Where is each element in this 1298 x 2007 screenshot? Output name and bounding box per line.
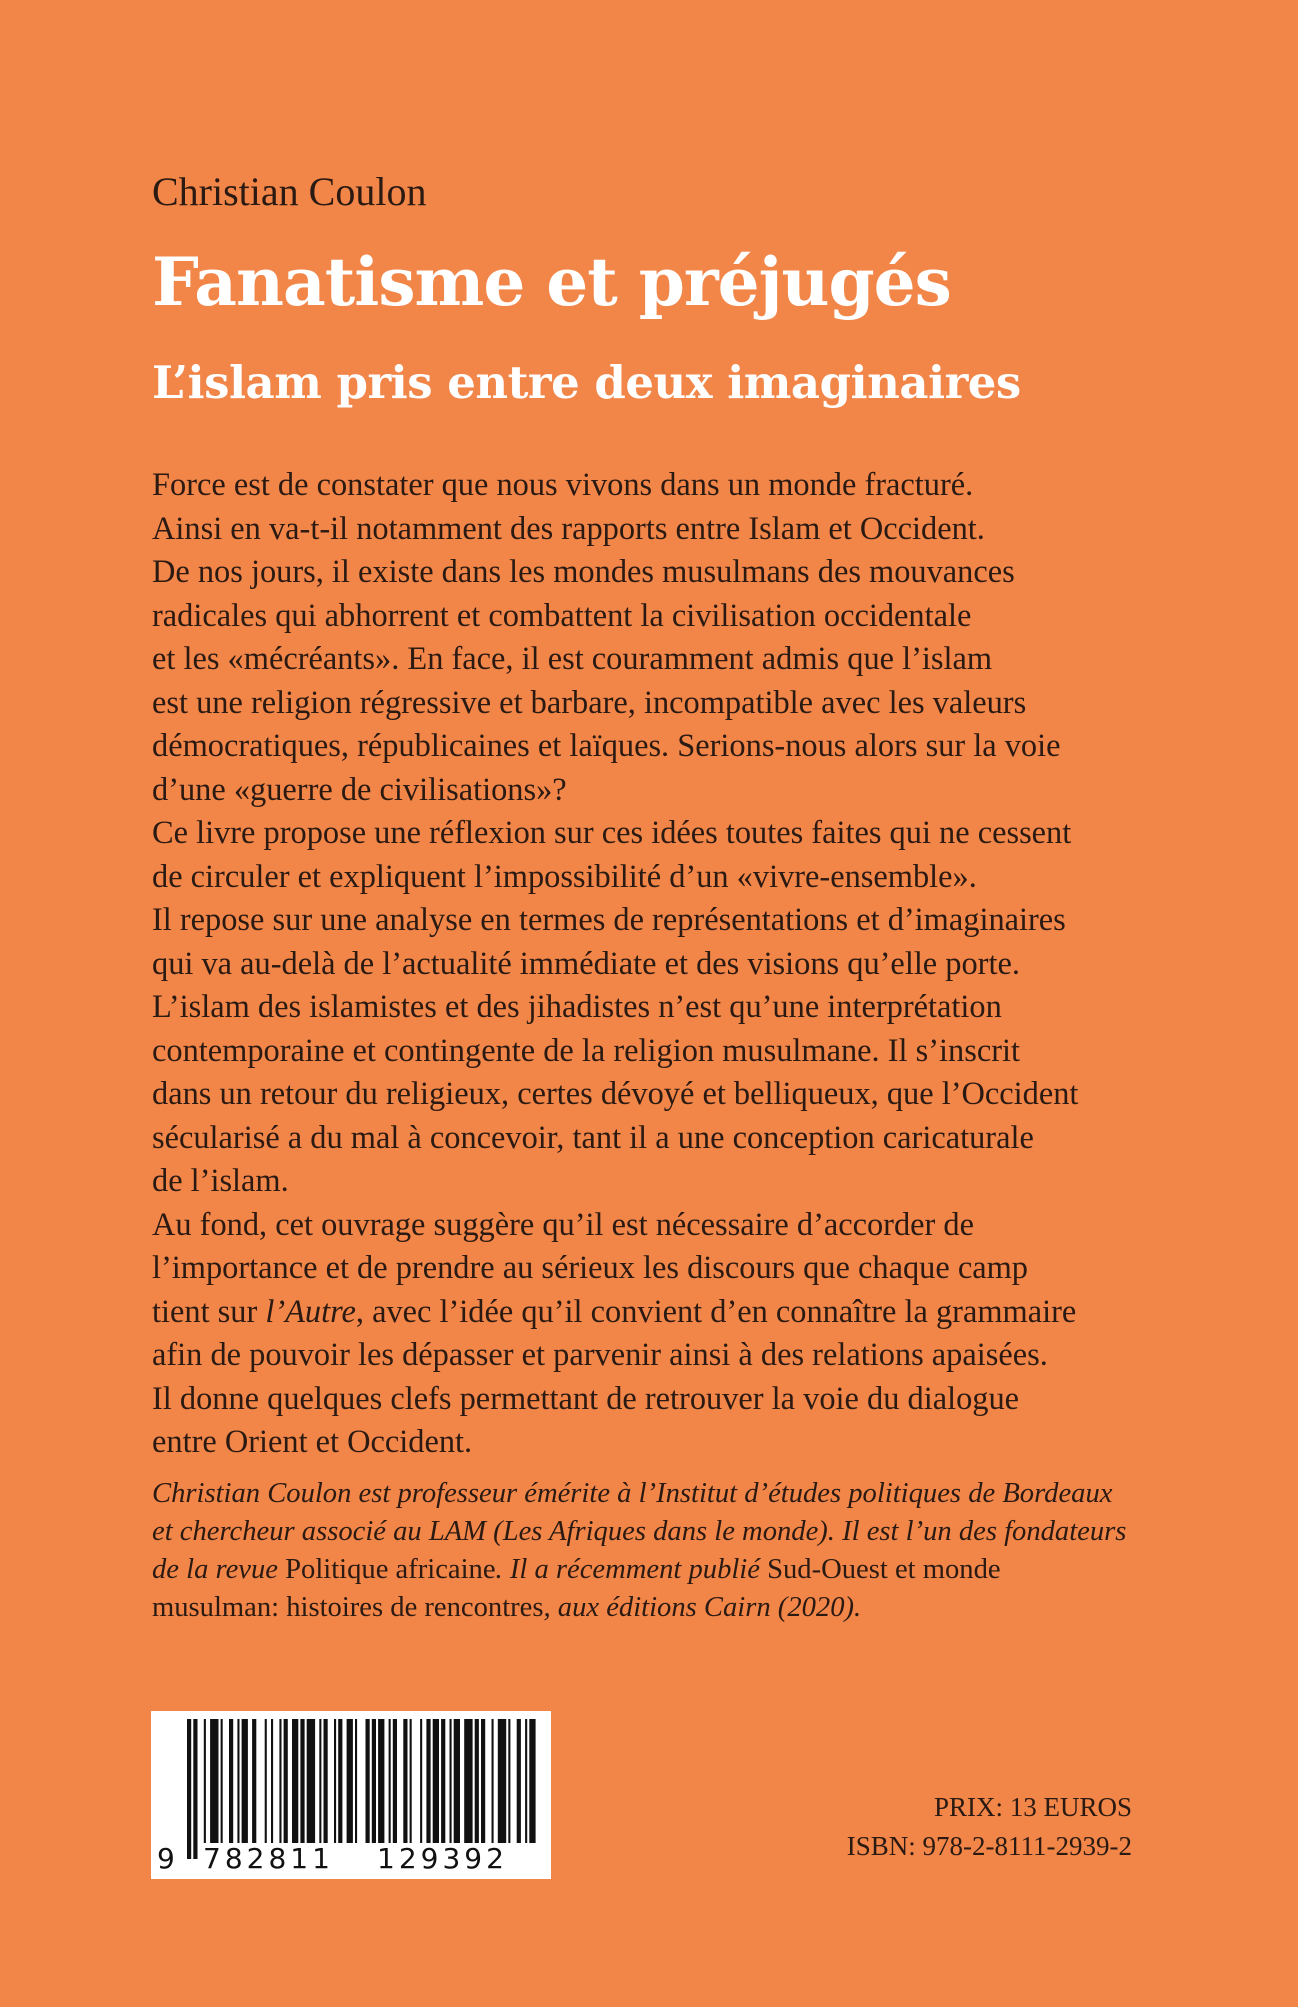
barcode-bar (454, 1719, 460, 1843)
barcode-bar (393, 1719, 397, 1843)
barcode-bar (389, 1719, 391, 1843)
text-segment: dans un retour du religieux, certes dévoyé et belliqueux, que l’Occident (152, 1076, 1079, 1112)
book-title: Fanatisme et préjugés (152, 243, 951, 321)
barcode-bar (271, 1719, 273, 1843)
text-segment: Christian Coulon est professeur émérite à l’Institut d’études politiques de Bordeaux (152, 1478, 1113, 1509)
barcode-bar (378, 1719, 384, 1843)
blurb-line (152, 1334, 1162, 1378)
bio-line (152, 1551, 1162, 1589)
blurb-line (152, 1204, 1162, 1248)
text-segment: de la revue (152, 1554, 286, 1585)
blurb-line (152, 856, 1162, 900)
barcode-bar (338, 1719, 342, 1843)
barcode-bar (481, 1719, 485, 1843)
barcode-bar (265, 1719, 267, 1843)
blurb-line (152, 595, 1162, 639)
text-segment: radicales qui abhorrent et combattent la civilisation occidentale (152, 597, 972, 634)
blurb-line (152, 1117, 1162, 1161)
barcode-bar (366, 1719, 370, 1843)
blurb-line (152, 1030, 1162, 1074)
blurb-line (152, 899, 1162, 943)
blurb-line (152, 1291, 1162, 1335)
barcode-bar (319, 1719, 321, 1843)
text-segment: musulman: histoires de rencontres (152, 1592, 544, 1623)
text-segment: , aux éditions Cairn (2020). (543, 1592, 862, 1623)
barcode-bar (187, 1719, 191, 1859)
barcode-bar (324, 1719, 328, 1843)
barcode-bar (420, 1719, 422, 1843)
text-segment: et chercheur associé au LAM (Les Afriques dans le monde). Il est l’un des fondateurs (152, 1516, 1127, 1547)
text-segment: Ce livre propose une réflexion sur ces idées toutes faites qui ne cessent (152, 815, 1072, 851)
text-segment: l’importance et de prendre au sérieux les discours que chaque camp (152, 1250, 1028, 1286)
text-segment: qui va au-delà de l’actualité immédiate et des visions qu’elle porte. (152, 945, 1020, 982)
barcode-bar (307, 1719, 315, 1843)
blurb-line (152, 769, 1162, 813)
author-bio (152, 1475, 1162, 1627)
text-segment: l’Autre (265, 1293, 356, 1330)
barcode-bar (529, 1719, 535, 1843)
blurb-line (152, 551, 1162, 595)
barcode-bar (221, 1719, 223, 1843)
text-segment: démocratiques, républicaines et laïques. Serions-nous alors sur la voie (152, 728, 1061, 764)
barcode-bar (237, 1719, 239, 1843)
text-segment: Politique africaine (285, 1554, 496, 1585)
text-segment: contemporaine et contingente de la religion musulmane. Il s’inscrit (152, 1032, 1020, 1069)
text-segment: Sud-Ouest et monde (767, 1554, 1001, 1585)
barcode-bar (410, 1719, 412, 1843)
barcode-bar (508, 1719, 510, 1843)
blurb-text (152, 464, 1162, 1465)
text-segment: L’islam des islamistes et des jihadistes n’est qu’une interprétation (152, 989, 1002, 1025)
blurb-line (152, 638, 1162, 682)
text-segment: entre Orient et Occident. (152, 1424, 473, 1460)
barcode-digits-left: 782811 (203, 1842, 334, 1875)
barcode-bar (492, 1719, 494, 1843)
text-segment: De nos jours, il existe dans les mondes musulmans des mouvances (152, 554, 1015, 590)
text-segment: d’une «guerre de civilisations»? (152, 771, 567, 808)
barcode-bar (284, 1719, 288, 1843)
bio-line (152, 1513, 1162, 1551)
isbn-barcode (151, 1711, 551, 1879)
barcode-bar (252, 1719, 256, 1843)
text-segment: Il repose sur une analyse en termes de représentations et d’imaginaires (152, 902, 1066, 938)
blurb-line (152, 1247, 1162, 1291)
barcode-bar (517, 1719, 521, 1843)
blurb-line (152, 1160, 1162, 1204)
barcode-bar (204, 1719, 206, 1843)
blurb-line (152, 464, 1162, 508)
blurb-line (152, 812, 1162, 856)
text-segment: Force est de constater que nous vivons dans un monde fracturé. (152, 467, 974, 503)
price-label: PRIX: 13 EUROS (933, 1792, 1132, 1822)
isbn-label: ISBN: 978-2-8111-2939-2 (846, 1831, 1132, 1861)
text-segment: sécularisé a du mal à concevoir, tant il a une conception caricaturale (152, 1119, 1034, 1156)
barcode-bar (334, 1719, 336, 1843)
barcode-bar (372, 1719, 376, 1843)
text-segment: . Il a récemment publié (495, 1554, 768, 1585)
barcode-bar (193, 1719, 197, 1859)
barcode-bar (355, 1719, 357, 1843)
blurb-line (152, 986, 1162, 1030)
barcode-bar (229, 1719, 233, 1843)
text-segment: , avec l’idée qu’il convient d’en connaître la grammaire (355, 1293, 1077, 1330)
blurb-line (152, 508, 1162, 552)
author-name: Christian Coulon (152, 169, 427, 214)
text-segment: et les «mécréants». En face, il est couramment admis que l’islam (152, 641, 993, 677)
text-segment: tient sur (152, 1293, 266, 1330)
blurb-line (152, 1421, 1162, 1465)
text-segment: Ainsi en va-t-il notamment des rapports entre Islam et Occident. (152, 510, 985, 547)
blurb-line (152, 943, 1162, 987)
text-segment: Au fond, cet ouvrage suggère qu’il est nécessaire d’accorder de (152, 1206, 974, 1243)
text-segment: de circuler et expliquent l’impossibilité d’un «vivre-ensemble». (152, 858, 977, 895)
barcode-bar (210, 1719, 218, 1843)
text-segment: est une religion régressive et barbare, incompatible avec les valeurs (152, 684, 1027, 721)
barcode-bar (292, 1719, 298, 1843)
text-segment: de l’islam. (152, 1163, 289, 1199)
bio-line (152, 1589, 1162, 1627)
barcode-bar (450, 1719, 452, 1843)
barcode-bar (403, 1719, 407, 1843)
book-subtitle: L’islam pris entre deux imaginaires (152, 356, 1021, 409)
blurb-line (152, 682, 1162, 726)
blurb-line (152, 1378, 1162, 1422)
barcode-bar (498, 1719, 506, 1843)
text-segment: Il donne quelques clefs permettant de retrouver la voie du dialogue (152, 1380, 1020, 1417)
barcode-bar (464, 1719, 472, 1843)
barcode-bar (347, 1719, 353, 1843)
barcode-bar (475, 1719, 479, 1843)
barcode-bar (242, 1719, 248, 1843)
barcode-bar (279, 1719, 281, 1843)
barcode-bar (441, 1719, 445, 1843)
bio-line (152, 1475, 1162, 1513)
blurb-line (152, 1073, 1162, 1117)
barcode-bar (300, 1719, 304, 1843)
barcode-bar (426, 1719, 430, 1843)
text-segment: afin de pouvoir les dépasser et parvenir ainsi à des relations apaisées. (152, 1337, 1048, 1373)
barcode-digits-right: 129392 (377, 1842, 508, 1875)
barcode-bar (525, 1719, 527, 1843)
blurb-line (152, 725, 1162, 769)
barcode-digit-first: 9 (157, 1842, 175, 1875)
barcode-bar (433, 1719, 439, 1843)
